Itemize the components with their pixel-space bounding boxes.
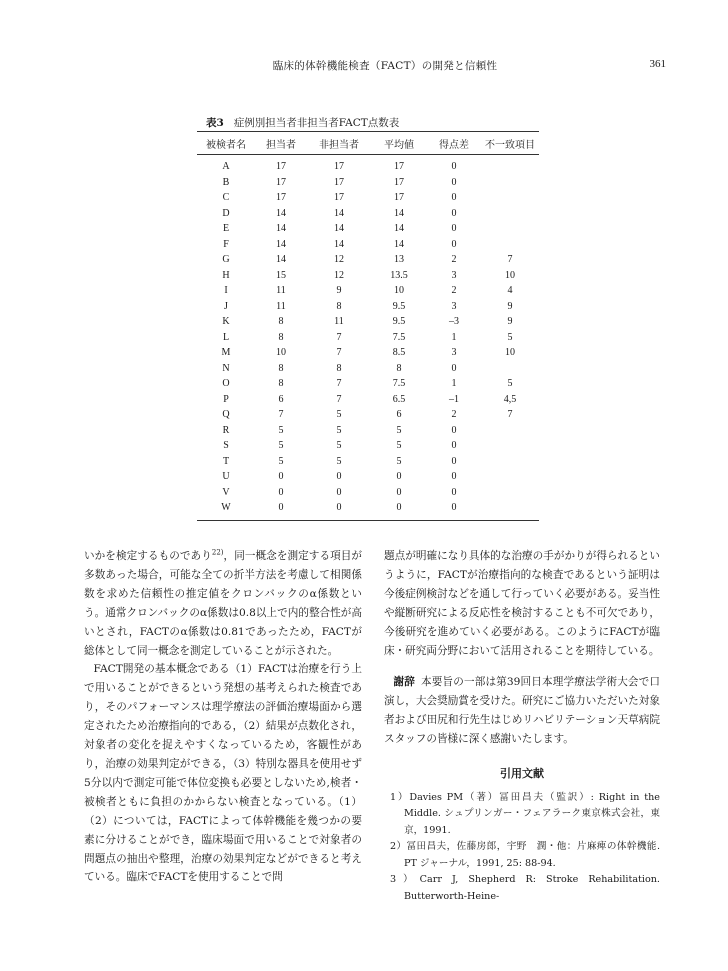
table-row — [197, 500, 539, 520]
table-cell: 0 — [336, 471, 342, 483]
reference-item: 1）Davies PM（著）冨田昌夫（監訳）: Right in the Middle. シュプリンガー・フェアラーク東京株式会社，東京，1991. — [390, 791, 660, 836]
table-cell: 5 — [278, 440, 284, 452]
table-cell: 17 — [276, 192, 286, 204]
table-cell: 4 — [507, 285, 513, 297]
table-row — [197, 469, 539, 485]
table-cell: 6.5 — [392, 393, 406, 405]
table-cell: A — [222, 161, 230, 173]
table-cell: 7 — [336, 347, 342, 359]
table-row — [197, 438, 539, 454]
table-cell: 7 — [278, 409, 284, 421]
table-cell: 7 — [336, 393, 342, 405]
column-header: 担当者 — [255, 132, 307, 155]
table-cell: 13.5 — [390, 269, 408, 281]
table-cell: 2 — [451, 285, 457, 297]
table-cell — [481, 175, 539, 191]
table-cell: 11 — [334, 316, 344, 328]
table-row — [197, 407, 539, 423]
table-cell: 7 — [336, 378, 342, 390]
table-cell: 1 — [451, 331, 457, 343]
table-cell: 6 — [278, 393, 284, 405]
table-cell: 0 — [451, 207, 457, 219]
table-cell: 0 — [451, 238, 457, 250]
table-cell: 7 — [507, 409, 513, 421]
table-cell: 5 — [278, 455, 284, 467]
acknowledgement-text: 本要旨の一部は第39回日本理学療法学術大会で口演し，大会奨励賞を受けた。研究にご協力いただいた対象者および田尻和行先生はじめリハビリテーション天草病院スタッフの皆様に深く感謝いたします。 — [384, 676, 661, 746]
table-cell: 2 — [451, 254, 457, 266]
table-cell: 7 — [336, 331, 342, 343]
table-row — [197, 190, 539, 206]
table-cell — [481, 190, 539, 206]
table-cell: L — [222, 331, 230, 343]
table-cell: 3 — [451, 269, 457, 281]
table-cell: 5 — [396, 424, 402, 436]
table-cell: O — [222, 378, 230, 390]
table-cell — [481, 221, 539, 237]
table-cell: J — [224, 300, 228, 312]
table-cell: 8 — [278, 316, 284, 328]
table-row — [197, 206, 539, 222]
table-cell: 14 — [394, 238, 404, 250]
table-cell: 0 — [451, 223, 457, 235]
table-cell: 8 — [336, 362, 342, 374]
table-cell: 0 — [255, 500, 307, 520]
table-row — [197, 330, 539, 346]
right-column — [384, 547, 660, 905]
table-cell: 8 — [396, 362, 402, 374]
table-row — [197, 283, 539, 299]
table-row — [197, 361, 539, 377]
table-cell: 12 — [334, 254, 344, 266]
table-cell — [481, 500, 539, 520]
table-cell: C — [222, 192, 230, 204]
table-cell: 0 — [451, 424, 457, 436]
table-cell: 10 — [276, 347, 286, 359]
table-cell: 0 — [451, 440, 457, 452]
table-cell: –1 — [449, 393, 459, 405]
reference-item: 3）Carr J, Shepherd R: Stroke Rehabilitation. Butterworth-Heine- — [390, 874, 660, 902]
table-row — [197, 454, 539, 470]
table-cell: 0 — [307, 500, 371, 520]
table-header-row — [197, 132, 539, 155]
table-label: 表3 — [206, 117, 224, 129]
table-cell — [481, 423, 539, 439]
table-cell: 5 — [507, 378, 513, 390]
table-cell: 7.5 — [392, 378, 406, 390]
table-row — [197, 485, 539, 501]
table-cell: 14 — [276, 254, 286, 266]
table-cell: 0 — [278, 486, 284, 498]
table-cell — [481, 361, 539, 377]
table-row — [197, 392, 539, 408]
table-cell: D — [222, 207, 230, 219]
table-cell: 14 — [334, 223, 344, 235]
body-paragraph: 題点が明確になり具体的な治療の手がかりが得られるというように，FACTが治療指向的な検査であるという証明は今後症例検討などを通して行っていく必要がある。妥当性や縦断研究による反応性を検討することも不可欠であり，今後研究を進めていく必要がある。このようにFACTが臨床・研究両分野において活用されることを期待している。 — [384, 550, 660, 657]
table-cell: 5 — [278, 424, 284, 436]
table-cell: 0 — [451, 176, 457, 188]
table-cell: 5 — [396, 440, 402, 452]
table-cell: W — [197, 500, 255, 520]
table-cell: 5 — [507, 331, 513, 343]
table-cell: 14 — [276, 238, 286, 250]
table-cell — [481, 469, 539, 485]
table-row — [197, 252, 539, 268]
table-cell: 14 — [276, 223, 286, 235]
table-cell: 14 — [334, 238, 344, 250]
table-cell: 9 — [507, 300, 513, 312]
paragraph-text: ，同一概念を測定する項目が多数あった場合，可能な全ての折半方法を考慮して相関係数を求めた信頼性の推定値をクロンバックのα係数という。通常クロンバックのα係数は0.8以上で内的整合性が高いとされ，FACTのα係数は0.81であったため，FACTが総体として同一概念を測定していることが示された。 — [84, 550, 363, 657]
table-cell: M — [221, 347, 231, 359]
table-cell: I — [224, 285, 228, 297]
table-cell: 8 — [336, 300, 342, 312]
table-cell: 8 — [278, 378, 284, 390]
acknowledgement — [384, 673, 660, 749]
column-header: 平均値 — [371, 132, 427, 155]
score-table — [197, 131, 539, 521]
table-cell: 11 — [276, 300, 286, 312]
column-header: 非担当者 — [307, 132, 371, 155]
table-row — [197, 268, 539, 284]
table-cell — [481, 237, 539, 253]
table-cell: 0 — [451, 455, 457, 467]
table-cell: 14 — [334, 207, 344, 219]
table-cell: 9 — [336, 285, 342, 297]
table-cell — [481, 485, 539, 501]
table-cell: H — [222, 269, 230, 281]
table-cell: 17 — [334, 161, 344, 173]
table-cell: 6 — [396, 409, 402, 421]
table-row — [197, 175, 539, 191]
table-row — [197, 155, 539, 175]
table-title: 症例別担当者非担当者FACT点数表 — [233, 117, 400, 129]
table-cell: B — [222, 176, 230, 188]
table-cell: 9 — [507, 316, 513, 328]
table-cell: 0 — [371, 500, 427, 520]
table-row — [197, 314, 539, 330]
table-cell: 9.5 — [392, 300, 406, 312]
table-cell: 17 — [276, 176, 286, 188]
table-cell: 8.5 — [392, 347, 406, 359]
table-cell — [481, 454, 539, 470]
table-cell: 5 — [336, 424, 342, 436]
table-cell: R — [222, 424, 230, 436]
table-cell: 0 — [396, 471, 402, 483]
column-header: 不一致項目 — [481, 132, 539, 155]
table-row — [197, 237, 539, 253]
table-cell: 5 — [396, 455, 402, 467]
table-cell: S — [223, 440, 229, 452]
table-cell: V — [222, 486, 230, 498]
table-cell: 15 — [276, 269, 286, 281]
acknowledgement-title: 謝辞 — [393, 676, 416, 689]
table-cell: Q — [222, 409, 230, 421]
table-cell: 17 — [394, 161, 404, 173]
table-cell: 12 — [334, 269, 344, 281]
body-paragraph — [84, 547, 362, 660]
table-cell: F — [223, 238, 229, 250]
column-header: 被検者名 — [197, 132, 255, 155]
table-cell: 5 — [336, 409, 342, 421]
table-cell: 0 — [451, 471, 457, 483]
table-cell: –3 — [449, 316, 459, 328]
table-caption — [206, 115, 399, 130]
table-cell: K — [222, 316, 230, 328]
table-cell: 8 — [278, 362, 284, 374]
table-cell: 0 — [451, 362, 457, 374]
table-cell: U — [222, 471, 230, 483]
table-cell: 10 — [394, 285, 404, 297]
table-cell: 0 — [336, 486, 342, 498]
paragraph-text: いかを検定するものであり — [84, 550, 212, 562]
table-cell: 0 — [427, 500, 481, 520]
references-heading: 引用文献 — [500, 767, 544, 781]
table-cell: 10 — [505, 269, 515, 281]
table-cell — [481, 155, 539, 175]
table-cell: 10 — [505, 347, 515, 359]
table-cell: N — [222, 362, 230, 374]
table-cell: 3 — [451, 347, 457, 359]
reference-item: 2）冨田昌夫，佐藤房郎，宇野 潤・他：片麻痺の体幹機能. PT ジャーナル，1991, 25: 88-94. — [390, 841, 660, 869]
table-cell — [481, 438, 539, 454]
table-cell: 3 — [451, 300, 457, 312]
table-row — [197, 345, 539, 361]
table-cell: 7 — [507, 254, 513, 266]
table-cell: 17 — [394, 192, 404, 204]
table-cell: 0 — [451, 161, 457, 173]
table-cell: 5 — [336, 440, 342, 452]
table-cell: 8 — [278, 331, 284, 343]
table-row — [197, 221, 539, 237]
page-number: 361 — [649, 58, 666, 70]
table-cell: 17 — [334, 176, 344, 188]
table-cell: P — [223, 393, 229, 405]
table-cell: 0 — [278, 471, 284, 483]
table-cell: 17 — [394, 176, 404, 188]
table-cell — [481, 206, 539, 222]
citation-ref: 22) — [211, 548, 224, 557]
table-cell: 4,5 — [503, 393, 517, 405]
table-cell: 13 — [394, 254, 404, 266]
table-cell: 2 — [451, 409, 457, 421]
table-cell: 11 — [276, 285, 286, 297]
table-cell: 0 — [396, 486, 402, 498]
running-title: 臨床的体幹機能検査（FACT）の開発と信頼性 — [272, 60, 498, 72]
table-cell: 5 — [336, 455, 342, 467]
table-cell: 9.5 — [392, 316, 406, 328]
table-cell: 14 — [276, 207, 286, 219]
table-cell: 1 — [451, 378, 457, 390]
table-cell: 17 — [276, 161, 286, 173]
table-cell: 0 — [451, 192, 457, 204]
table-row — [197, 376, 539, 392]
table-cell: 14 — [394, 223, 404, 235]
table-cell: 14 — [394, 207, 404, 219]
table-row — [197, 423, 539, 439]
table-row — [197, 299, 539, 315]
body-paragraph: FACT開発の基本概念である（1）FACTは治療を行う上で用いることができるという発想の基考えられた検査であり，そのパフォーマンスは理学療法の評価治療場面から選定されたため治療指向的である，（2）結果が点数化され，対象者の変化を捉えやすくなっているため，客観性があり，治療の効果判定ができる，（3）特別な器具を使用せず5分以内で測定可能で体位変換も必要としないため,検者・被検者ともに負担のかからない検査となっている。（1）（2）については，FACTによって体幹機能を幾つかの要素に分けることができ，臨床場面で用いることで対象者の問題点の抽出や整理，治療の効果判定などができると考えている。臨床でFACTを使用することで問 — [84, 663, 362, 884]
table-cell: 7.5 — [392, 331, 406, 343]
table-cell: 0 — [451, 486, 457, 498]
table-body — [197, 155, 539, 521]
table-cell: 17 — [334, 192, 344, 204]
table-cell: E — [222, 223, 230, 235]
table-cell: T — [222, 455, 230, 467]
column-header: 得点差 — [427, 132, 481, 155]
table-cell: G — [222, 254, 230, 266]
left-column — [84, 547, 362, 887]
